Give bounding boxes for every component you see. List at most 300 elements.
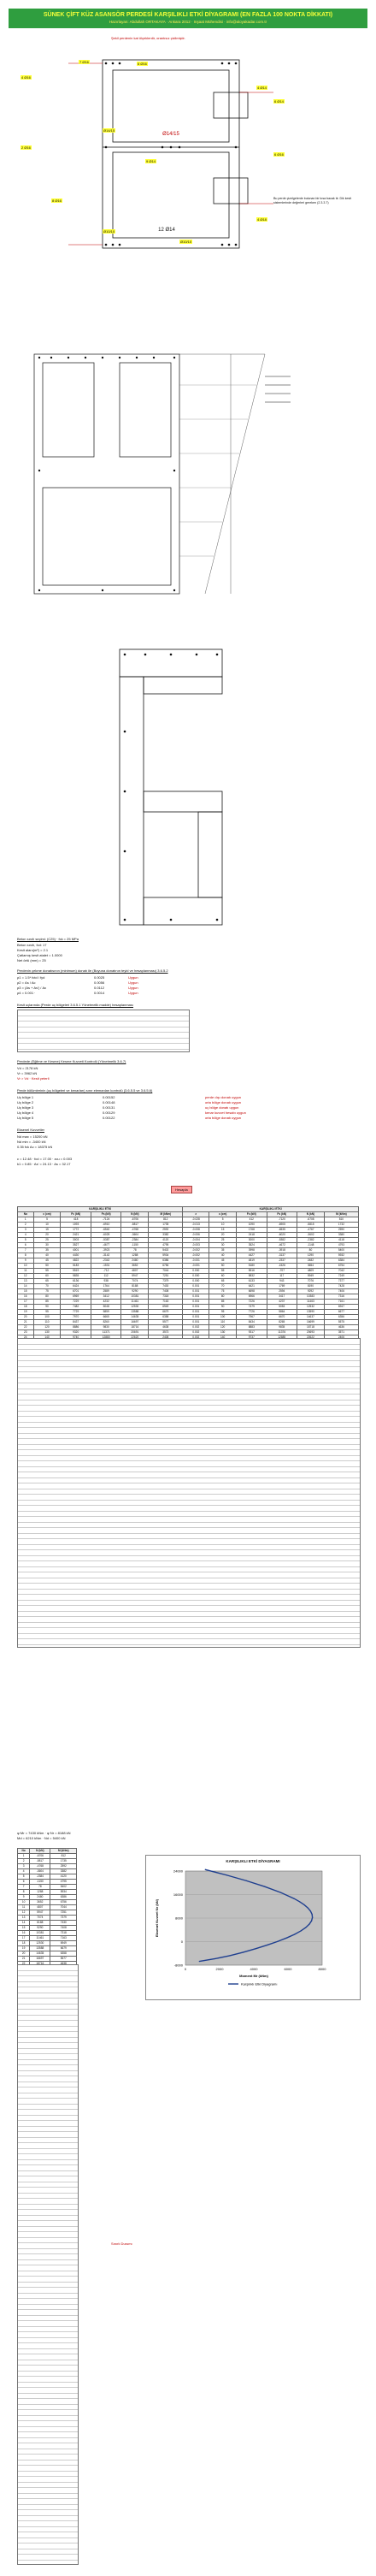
table-cell: 812 — [149, 1217, 183, 1223]
table-cell: 55 — [209, 1269, 237, 1274]
table-cell: 20 — [33, 1233, 61, 1238]
table-cell: 3000 — [237, 1238, 267, 1243]
y-tick-label: 8000 — [175, 1916, 183, 1921]
table-cell: 943 — [267, 1279, 297, 1284]
table-cell: 810 — [324, 1217, 358, 1223]
table-cell: -0.008 — [183, 1228, 209, 1233]
table-cell: -707 — [267, 1269, 297, 1274]
interaction-table — [17, 1206, 359, 1346]
table-header-cell: c (cm) — [33, 1212, 61, 1217]
rebar-label-10: Ø10/10 — [180, 240, 192, 244]
table-cell: 23 — [18, 1330, 34, 1335]
table-cell: 8 — [18, 1253, 34, 1258]
section5-row-3-value: 0.00131 — [103, 1105, 115, 1110]
rebar-label-13: 4 Ø18 — [257, 217, 267, 222]
table-cell: 50 — [33, 1264, 61, 1269]
table-cell: 4001 — [61, 1248, 91, 1253]
wall-plan-drawing — [17, 41, 359, 255]
table-cell: -0.006 — [183, 1233, 209, 1238]
table-cell: 14637 — [297, 1315, 325, 1320]
table-cell: 6679 — [149, 1310, 183, 1315]
section5-title: Perde bölümlerinin (uç bölgeleri ve kenarları) sınır elemanları kontrolü (3.6.5.5 ve 3.6.5.6) — [17, 1088, 153, 1093]
section2-row-4-value: 0.0014 — [94, 991, 105, 995]
table-cell: 3998 — [237, 1248, 267, 1253]
data-point — [311, 1921, 312, 1922]
table-cell: 6701 — [61, 1289, 91, 1294]
table-cell: 7076 — [297, 1279, 325, 1284]
section2-row-2-label: ρ2 = As / Ac — [17, 980, 36, 985]
summary-table — [17, 1848, 77, 1982]
table-header-cell: ε — [183, 1212, 209, 1217]
table-cell: 130 — [209, 1330, 237, 1335]
table-cell: 7377 — [324, 1279, 358, 1284]
section6-line-1: Nd max = 15200 kN — [17, 1134, 48, 1139]
table-cell: 8260 — [91, 1320, 120, 1325]
table-cell: 8188 — [121, 1284, 149, 1289]
table-cell: -1526 — [267, 1264, 297, 1269]
table-cell: 9290 — [121, 1289, 149, 1294]
table-cell: -1531 — [91, 1264, 120, 1269]
summary-cell: 20 — [18, 1951, 30, 1957]
table-cell: 10 — [33, 1223, 61, 1228]
section5-row-4-status: kenar kuvvet hesabı uygun — [205, 1110, 246, 1115]
table-cell: 78 — [121, 1248, 149, 1253]
table-cell: 11376 — [267, 1330, 297, 1335]
table-header-cell: Fs (kN) — [91, 1212, 120, 1217]
summary-cell: 7379 — [50, 1916, 77, 1921]
x-tick-label: 8000 — [318, 1967, 326, 1971]
table-cell: 0.001 — [183, 1289, 209, 1294]
table-cell: 7428 — [324, 1284, 358, 1289]
section5-row-5-status: orta bölge donatı uygun — [205, 1116, 242, 1120]
table-cell: 90 — [33, 1305, 61, 1310]
table-cell: 4793 — [324, 1243, 358, 1248]
section5-row-1-status: perde dışı donatı uygun — [205, 1095, 242, 1099]
table-cell: 0.001 — [183, 1300, 209, 1305]
summary-cell: -2384 — [30, 1874, 50, 1880]
table-cell: 6947 — [324, 1305, 358, 1310]
table-cell: 6386 — [149, 1258, 183, 1264]
table-cell: 6677 — [324, 1310, 358, 1315]
table-cell: 7482 — [61, 1305, 91, 1310]
summary-cell: 6679 — [50, 1946, 77, 1951]
summary-cell: 8 — [18, 1890, 30, 1895]
table-cell: 13588 — [121, 1310, 149, 1315]
summary-cell: -6706 — [30, 1854, 50, 1859]
summary-cell: 1735 — [50, 1859, 77, 1864]
table-cell: 85 — [209, 1300, 237, 1305]
table-cell: 4 — [18, 1233, 34, 1238]
table-cell: 2480 — [121, 1258, 149, 1264]
table-cell: 18 — [18, 1305, 34, 1310]
table-cell: 6966 — [237, 1294, 267, 1300]
table-cell: 7 — [18, 1248, 34, 1253]
section5-row-2-label: Uç bölge 2 — [17, 1100, 34, 1104]
table-cell: 112 — [91, 1274, 120, 1279]
summary-cell: 7251 — [50, 1910, 77, 1916]
table-cell: 5516 — [237, 1269, 267, 1274]
table-cell: 20 — [209, 1233, 237, 1238]
summary-cell: 2480 — [30, 1895, 50, 1900]
table-cell: 0.002 — [183, 1325, 209, 1330]
table-cell: 2590 — [324, 1228, 358, 1233]
table-cell: 22 — [18, 1325, 34, 1330]
section2-row-4-label: ρ4 = 0.001 · — [17, 991, 36, 995]
table-cell: -0.028 — [183, 1217, 209, 1223]
summary-cell: 12 — [18, 1910, 30, 1916]
summary-cell: 21 — [18, 1957, 30, 1962]
table-cell: 8437 — [61, 1320, 91, 1325]
table-cell: 412 — [237, 1217, 267, 1223]
table-cell: 95 — [209, 1310, 237, 1315]
table-cell: 2482 — [297, 1258, 325, 1264]
bottom-formula-2: Md = 6210 kNm · Nd = 5400 kN — [17, 1836, 66, 1840]
neutral-axis-line-1: c = 12.48 · fcd = 17.00 · εcu = 0.003 — [17, 1157, 73, 1161]
data-point — [294, 1933, 295, 1934]
table-cell: 30 — [209, 1243, 237, 1248]
table-cell: 3412 — [91, 1294, 120, 1300]
table-cell: 6 — [18, 1243, 34, 1248]
table-cell: 6754 — [324, 1264, 358, 1269]
table-cell: 1768 — [237, 1228, 267, 1233]
summary-cell: 17 — [18, 1936, 30, 1941]
y-tick-label: 16000 — [173, 1892, 183, 1897]
table-cell: -3602 — [297, 1233, 325, 1238]
table-cell: 3571 — [324, 1330, 358, 1335]
table-cell: 5932 — [324, 1253, 358, 1258]
table-cell: 5048 — [91, 1305, 120, 1310]
page-title: SÜNEK ÇİFT KÜZ ASANSÖR PERDESİ KARŞILIKLI ETKİ DİYAGRAMI (EN FAZLA 100 NOKTA DİKKATI) — [43, 12, 333, 18]
table-cell: 1093 — [61, 1223, 91, 1228]
table-cell: 21 — [18, 1320, 34, 1325]
data-point — [199, 1961, 200, 1962]
x-tick-label: 4000 — [250, 1967, 258, 1971]
table-cell: 10 — [18, 1264, 34, 1269]
summary-cell: -1150 — [30, 1880, 50, 1885]
table-header-cell: No — [18, 1212, 34, 1217]
hesapla-button[interactable]: Hesapla — [171, 1186, 192, 1193]
table-cell: 80 — [297, 1248, 325, 1253]
table-cell: 1732 — [324, 1223, 358, 1228]
bottom-formula-1: φ·Mr = 7430 kNm · φ·Nr = 8188 kN — [17, 1831, 71, 1835]
table-cell: 7044 — [149, 1269, 183, 1274]
table-cell: 7408 — [149, 1289, 183, 1294]
table-cell: 60 — [209, 1274, 237, 1279]
section6-line-3: 0.35 fck Ac = 18375 kN — [17, 1145, 53, 1149]
y-tick-label: 24000 — [173, 1868, 183, 1874]
section5-row-5-value: 0.00122 — [103, 1116, 115, 1120]
table-cell: 3652 — [121, 1264, 149, 1269]
table-cell: 4795 — [149, 1243, 183, 1248]
data-point — [205, 1869, 206, 1870]
table-cell: 4427 — [237, 1253, 267, 1258]
summary-cell: -3604 — [30, 1869, 50, 1874]
table-cell: 60 — [33, 1274, 61, 1279]
summary-cell: 16 — [18, 1931, 30, 1936]
table-cell: 7970 — [61, 1315, 91, 1320]
table-cell: -7120 — [267, 1217, 297, 1223]
svg-text:Ø14/15: Ø14/15 — [162, 132, 179, 137]
rebar-label-1: 4 Ø16 — [21, 75, 31, 80]
table-cell: 6969 — [61, 1294, 91, 1300]
table-cell: 1290 — [297, 1253, 325, 1258]
table-cell: 5519 — [61, 1269, 91, 1274]
table-cell: 9320 — [61, 1330, 91, 1335]
table-cell: -5817 — [121, 1223, 149, 1228]
table-header-cell: M (kNm) — [149, 1212, 183, 1217]
table-cell: 4638 — [149, 1325, 183, 1330]
summary-cell: 8188 — [30, 1921, 50, 1926]
table-cell: 6949 — [149, 1305, 183, 1310]
table-cell: 20693 — [297, 1330, 325, 1335]
table-cell: 6384 — [324, 1258, 358, 1264]
side-label: Sınırlı Durumı — [111, 2241, 132, 2246]
table-cell: 5859 — [91, 1310, 120, 1315]
summary-cell: 1288 — [30, 1890, 50, 1895]
table-cell: -6708 — [297, 1217, 325, 1223]
summary-cell: 7430 — [50, 1921, 77, 1926]
table-cell: -3918 — [267, 1248, 297, 1253]
table-cell: 75 — [33, 1289, 61, 1294]
table-cell: 0.000 — [183, 1269, 209, 1274]
neutral-axis-line-2: k1 = 0.85 · As' = 24.13 · As = 32.17 — [17, 1162, 71, 1166]
table-cell: 110 — [209, 1320, 237, 1325]
table-cell: -4767 — [297, 1228, 325, 1233]
table-cell: 1288 — [121, 1253, 149, 1258]
table-header-cell: c (cm) — [209, 1212, 237, 1217]
summary-cell: 10 — [18, 1900, 30, 1905]
table-cell: 8190 — [297, 1284, 325, 1289]
summary-cell: 5 — [18, 1874, 30, 1880]
summary-cell: 7044 — [50, 1905, 77, 1910]
table-cell: 7726 — [237, 1310, 267, 1315]
section4-line-3: Vr > Vd · Kesit yeterli — [17, 1076, 50, 1081]
data-point — [294, 1898, 295, 1899]
rebar-label-11: Ø14/15 — [103, 128, 115, 133]
table-cell: 100 — [209, 1315, 237, 1320]
table-cell: 16697 — [121, 1320, 149, 1325]
summary-cell: 7 — [18, 1885, 30, 1890]
summary-cell: 7408 — [50, 1926, 77, 1931]
table-cell: 1735 — [149, 1223, 183, 1228]
summary-empty-area — [17, 1964, 79, 2565]
table-cell: 40 — [33, 1253, 61, 1258]
table-cell: 5 — [18, 1238, 34, 1243]
table-cell: 7316 — [324, 1294, 358, 1300]
table-cell: 5183 — [61, 1264, 91, 1269]
table-cell: 2418 — [237, 1233, 267, 1238]
table-cell: 30 — [33, 1243, 61, 1248]
table-cell: 19 — [18, 1310, 34, 1315]
table-cell: -2337 — [267, 1258, 297, 1264]
section2-row-3-label: ρ3 = (As + As') / Ac — [17, 986, 47, 990]
table-cell: 2592 — [149, 1228, 183, 1233]
section5-row-2-value: 0.00148 — [103, 1100, 115, 1104]
table-cell: 2594 — [267, 1289, 297, 1294]
table-cell: 7042 — [324, 1269, 358, 1274]
table-cell: 13590 — [297, 1310, 325, 1315]
table-cell: 1090 — [237, 1223, 267, 1228]
table-cell: 9292 — [297, 1289, 325, 1294]
table-cell: 3 — [18, 1228, 34, 1233]
table-cell: -2342 — [91, 1258, 120, 1264]
table-cell: 7251 — [149, 1274, 183, 1279]
summary-cell: 2592 — [50, 1864, 77, 1869]
section2-row-1-status: Uygun — [128, 975, 138, 980]
table-cell: -5387 — [91, 1238, 120, 1243]
section5-row-4-label: Uç bölge 4 — [17, 1110, 34, 1115]
table-cell: 10 — [209, 1223, 237, 1228]
summary-cell: 13588 — [30, 1946, 50, 1951]
table-cell: 7161 — [324, 1300, 358, 1305]
section3-values-block — [17, 1010, 190, 1052]
table-cell: 3573 — [149, 1330, 183, 1335]
table-cell: -6540 — [91, 1228, 120, 1233]
data-point — [246, 1880, 247, 1881]
table-cell: 1 — [18, 1217, 34, 1223]
summary-cell: 6386 — [50, 1895, 77, 1900]
table-cell: 4807 — [121, 1269, 149, 1274]
table-cell: 0.001 — [183, 1310, 209, 1315]
table-cell: 14 — [18, 1284, 34, 1289]
summary-cell: 9290 — [30, 1926, 50, 1931]
summary-header-cell: No — [18, 1849, 30, 1854]
page-header — [9, 9, 367, 28]
table-cell: 5577 — [149, 1320, 183, 1325]
table-cell: 120 — [33, 1325, 61, 1330]
table-cell: 7249 — [324, 1274, 358, 1279]
table-cell: -2384 — [121, 1238, 149, 1243]
table-cell: 7379 — [149, 1279, 183, 1284]
summary-cell: 5947 — [30, 1910, 50, 1916]
data-point — [277, 1941, 278, 1942]
table-cell: 11 — [18, 1269, 34, 1274]
table-cell: 3382 — [149, 1233, 183, 1238]
table-cell: -1148 — [297, 1243, 325, 1248]
table-cell: 3380 — [324, 1233, 358, 1238]
table-cell: 2421 — [61, 1233, 91, 1238]
rebar-label-5: 4 Ø14 — [257, 86, 267, 90]
table-cell: 6421 — [237, 1284, 267, 1289]
y-axis-label: Eksenel Kuvvet Nr (kN) — [155, 1898, 159, 1938]
chart-svg — [146, 1856, 360, 1999]
summary-cell: 7163 — [50, 1936, 77, 1941]
table-cell: 6670 — [267, 1315, 297, 1320]
summary-cell: 5934 — [50, 1890, 77, 1895]
table-cell: 20691 — [121, 1330, 149, 1335]
table-cell: 40 — [209, 1253, 237, 1258]
table-cell: 6698 — [237, 1289, 267, 1294]
table-cell: 20 — [18, 1315, 34, 1320]
chart-title: KARŞILIKLI ETKİ DİYAGRAMI — [226, 1859, 280, 1863]
table-cell: 0.000 — [183, 1279, 209, 1284]
summary-cell: 11 — [18, 1905, 30, 1910]
section6-title: Eksenel Kuvvetler — [17, 1128, 45, 1132]
y-tick-label: 0 — [180, 1939, 183, 1944]
summary-cell: 6358 — [50, 1951, 77, 1957]
summary-cell: 7318 — [50, 1931, 77, 1936]
table-cell: 7074 — [121, 1279, 149, 1284]
rebar-label-6: 6 Ø14 — [274, 99, 284, 104]
table-cell: 12 — [18, 1274, 34, 1279]
section2-row-4-status: Uygun — [128, 991, 138, 995]
table-cell: 120 — [209, 1325, 237, 1330]
table-cell: 0.000 — [183, 1274, 209, 1279]
section6-line-2: Nd min = -3400 kN — [17, 1140, 46, 1144]
table-cell: 7318 — [149, 1294, 183, 1300]
table-cell: 117 — [267, 1274, 297, 1279]
table-cell: 35 — [209, 1248, 237, 1253]
table-cell: 8886 — [61, 1325, 91, 1330]
table-cell: 6136 — [61, 1279, 91, 1284]
summary-cell: 6949 — [50, 1941, 77, 1946]
table-cell: 4636 — [324, 1325, 358, 1330]
table-cell: 0.001 — [183, 1305, 209, 1310]
table-cell: -0.013 — [183, 1223, 209, 1228]
table-cell: 18716 — [121, 1325, 149, 1330]
data-point — [312, 1914, 313, 1915]
table-cell: -0.002 — [183, 1248, 209, 1253]
summary-cell: 14635 — [30, 1951, 50, 1957]
table-cell: 80 — [209, 1294, 237, 1300]
table-header-cell: N (kN) — [121, 1212, 149, 1217]
table-cell: -5382 — [267, 1238, 297, 1243]
table-cell: 10383 — [297, 1294, 325, 1300]
summary-header-cell: N (kN) — [30, 1849, 50, 1854]
table-cell: -6020 — [267, 1233, 297, 1238]
data-point — [301, 1930, 302, 1931]
section4-title: Perdede (Eğilme ve Kesme) Kesme Kuvveti Kontrolü (Yönetmelik 3.6.7) — [17, 1059, 126, 1063]
section2-row-2-value: 0.0056 — [94, 980, 105, 985]
summary-cell: 11461 — [30, 1936, 50, 1941]
section1-line-2: Kesit alanı(m²) = 2.1 — [17, 948, 49, 952]
table-cell: 110 — [33, 1320, 61, 1325]
table-cell: 16699 — [297, 1320, 325, 1325]
table-cell: 5180 — [237, 1264, 267, 1269]
data-point — [299, 1901, 300, 1902]
table-cell: 2 — [18, 1223, 34, 1228]
table-cell: 5947 — [121, 1274, 149, 1279]
table-cell: 5934 — [149, 1253, 183, 1258]
data-point — [312, 1917, 313, 1918]
rebar-label-2: 7 Ø16 — [79, 60, 89, 64]
table-cell: -6706 — [121, 1217, 149, 1223]
table-cell: -0.001 — [183, 1258, 209, 1264]
table-cell: 4819 — [237, 1258, 267, 1264]
x-axis-label: Moment Mr (kNm) — [239, 1974, 268, 1978]
table-group-right: KARŞILIKLI ETKİ — [183, 1207, 359, 1212]
table-cell: 35 — [33, 1248, 61, 1253]
summary-cell: 10381 — [30, 1931, 50, 1936]
section4-line-1: Vd = 2178 kN — [17, 1066, 38, 1070]
table-cell: 5864 — [267, 1310, 297, 1315]
summary-cell: 12530 — [30, 1941, 50, 1946]
table-cell: 130 — [33, 1330, 61, 1335]
summary-cell: 78 — [30, 1885, 50, 1890]
table-cell: 0.001 — [183, 1320, 209, 1325]
table-cell: 9835 — [267, 1325, 297, 1330]
table-cell: 7967 — [237, 1315, 267, 1320]
section2-row-3-value: 0.0112 — [94, 986, 104, 990]
table-cell: 65 — [209, 1279, 237, 1284]
summary-cell: 15 — [18, 1926, 30, 1931]
table-cell: 5835 — [61, 1274, 91, 1279]
summary-cell: 6 — [18, 1880, 30, 1885]
table-cell: 6756 — [149, 1264, 183, 1269]
section2-row-1-value: 0.0025 — [94, 975, 105, 980]
table-cell: 1772 — [61, 1228, 91, 1233]
table-header-cell: M (kNm) — [324, 1212, 358, 1217]
